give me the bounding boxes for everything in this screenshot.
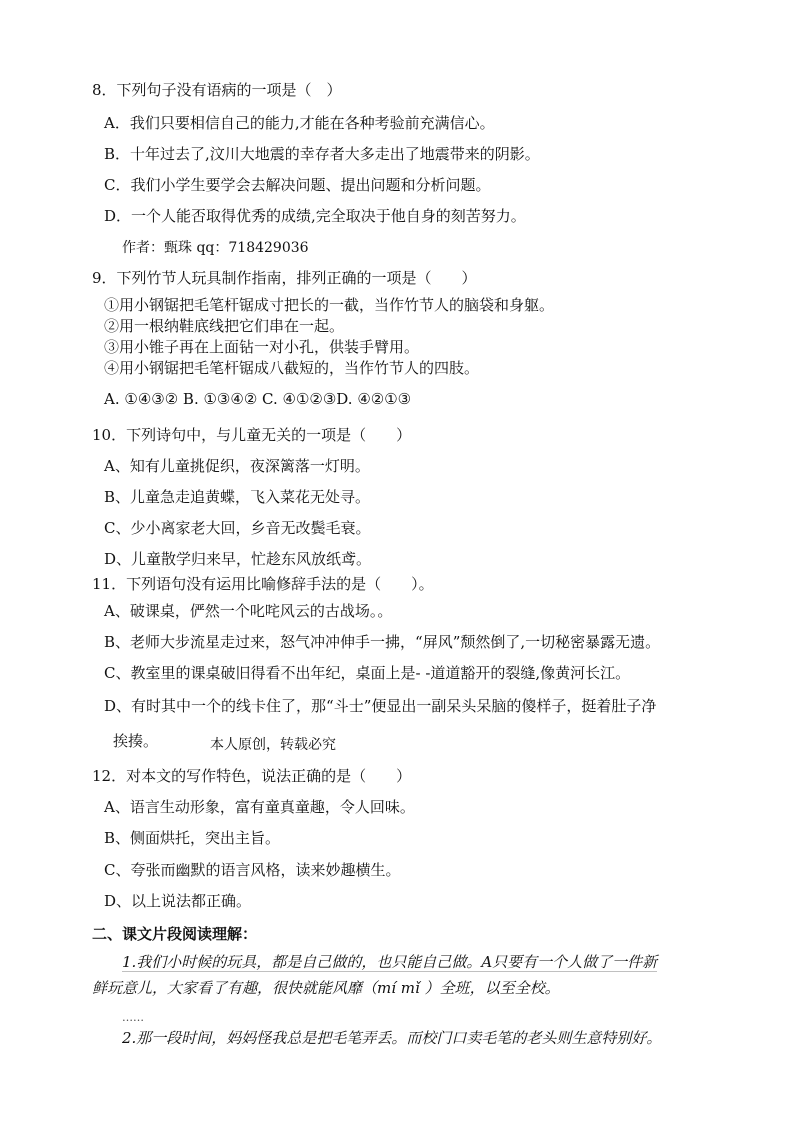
q9-stem: 9．下列竹节人玩具制作指南，排列正确的一项是（ ） <box>92 269 477 287</box>
ellipsis: …… <box>122 1011 144 1024</box>
passage-1-line-1 <box>122 952 657 972</box>
q11-option-d-continued: 挨揍。 <box>113 732 159 750</box>
q11-stem: 11．下列语句没有运用比喻修辞手法的是（ ）。 <box>92 575 434 593</box>
passage-1-line-2: 鲜玩意儿，大家看了有趣，很快就能风靡（mí mǐ ）全班，以至全校。 <box>92 979 560 997</box>
section-heading: 二、课文片段阅读理解： <box>92 925 258 943</box>
q8-option-c: C．我们小学生要学会去解决问题、提出问题和分析问题。 <box>104 176 491 194</box>
q12-option-d: D、以上说法都正确。 <box>104 892 252 910</box>
q9-answer-choices: A. ①④③② B. ①③④② C. ④①②③D. ④②①③ <box>104 390 412 408</box>
q12-option-a: A、语言生动形象，富有童真童趣，令人回味。 <box>104 798 415 816</box>
q11-option-c: C、教室里的课桌破旧得看不出年纪，桌面上是- -道道豁开的裂缝,像黄河长江。 <box>104 664 631 682</box>
q11-option-a: A、破课桌，俨然一个叱咤风云的古战场。。 <box>104 602 393 620</box>
q10-option-a: A、知有儿童挑促织，夜深篱落一灯明。 <box>104 457 370 475</box>
q10-option-b: B、儿童急走追黄蝶，飞入菜花无处寻。 <box>104 488 371 506</box>
q12-option-b: B、侧面烘托，突出主旨。 <box>104 829 281 847</box>
author-note: 作者：甄珠 qq：718429036 <box>122 240 309 256</box>
q12-option-c: C、夸张而幽默的语言风格，读来妙趣横生。 <box>104 861 401 879</box>
passage-2: 2.那一段时间，妈妈怪我总是把毛笔弄丢。而校门口卖毛笔的老头则生意特别好。 <box>122 1029 662 1047</box>
q8-option-d: D．一个人能否取得优秀的成绩,完全取决于他自身的刻苦努力。 <box>104 207 526 225</box>
copyright-note: 本人原创，转载必究 <box>210 737 336 753</box>
q9-step-2: ②用一根纳鞋底线把它们串在一起。 <box>104 317 345 335</box>
q8-option-a: A．我们只要相信自己的能力,才能在各种考验前充满信心。 <box>104 114 495 132</box>
q12-stem: 12．对本文的写作特色，说法正确的是（ ） <box>92 767 412 785</box>
q9-step-4: ④用小钢锯把毛笔杆锯成八截短的，当作竹节人的四肢。 <box>104 359 480 377</box>
q11-option-d: D、有时其中一个的线卡住了，那“斗士”便显出一副呆头呆脑的傻样子，挺着肚子净 <box>104 697 657 715</box>
q10-option-c: C、少小离家老大回，乡音无改鬓毛衰。 <box>104 519 371 537</box>
q9-step-3: ③用小锥子再在上面钻一对小孔，供装手臂用。 <box>104 338 420 356</box>
q11-option-b: B、老师大步流星走过来，怒气冲冲伸手一拂，“屏风”颓然倒了,一切秘密暴露无遗。 <box>104 633 661 651</box>
q8-stem: 8．下列句子没有语病的一项是（ ） <box>92 81 342 99</box>
q8-option-b: B．十年过去了,汶川大地震的幸存者大多走出了地震带来的阴影。 <box>104 145 540 163</box>
q9-step-1: ①用小钢锯把毛笔杆锯成寸把长的一截，当作竹节人的脑袋和身躯。 <box>104 296 555 314</box>
q10-stem: 10．下列诗句中，与儿童无关的一项是（ ） <box>92 426 412 444</box>
q10-option-d: D、儿童散学归来早，忙趁东风放纸鸢。 <box>104 550 372 568</box>
passage-1-line-1-text: 1.我们小时候的玩具，都是自己做的，也只能自己做。A只要有一个人做了一件新 <box>122 953 658 971</box>
